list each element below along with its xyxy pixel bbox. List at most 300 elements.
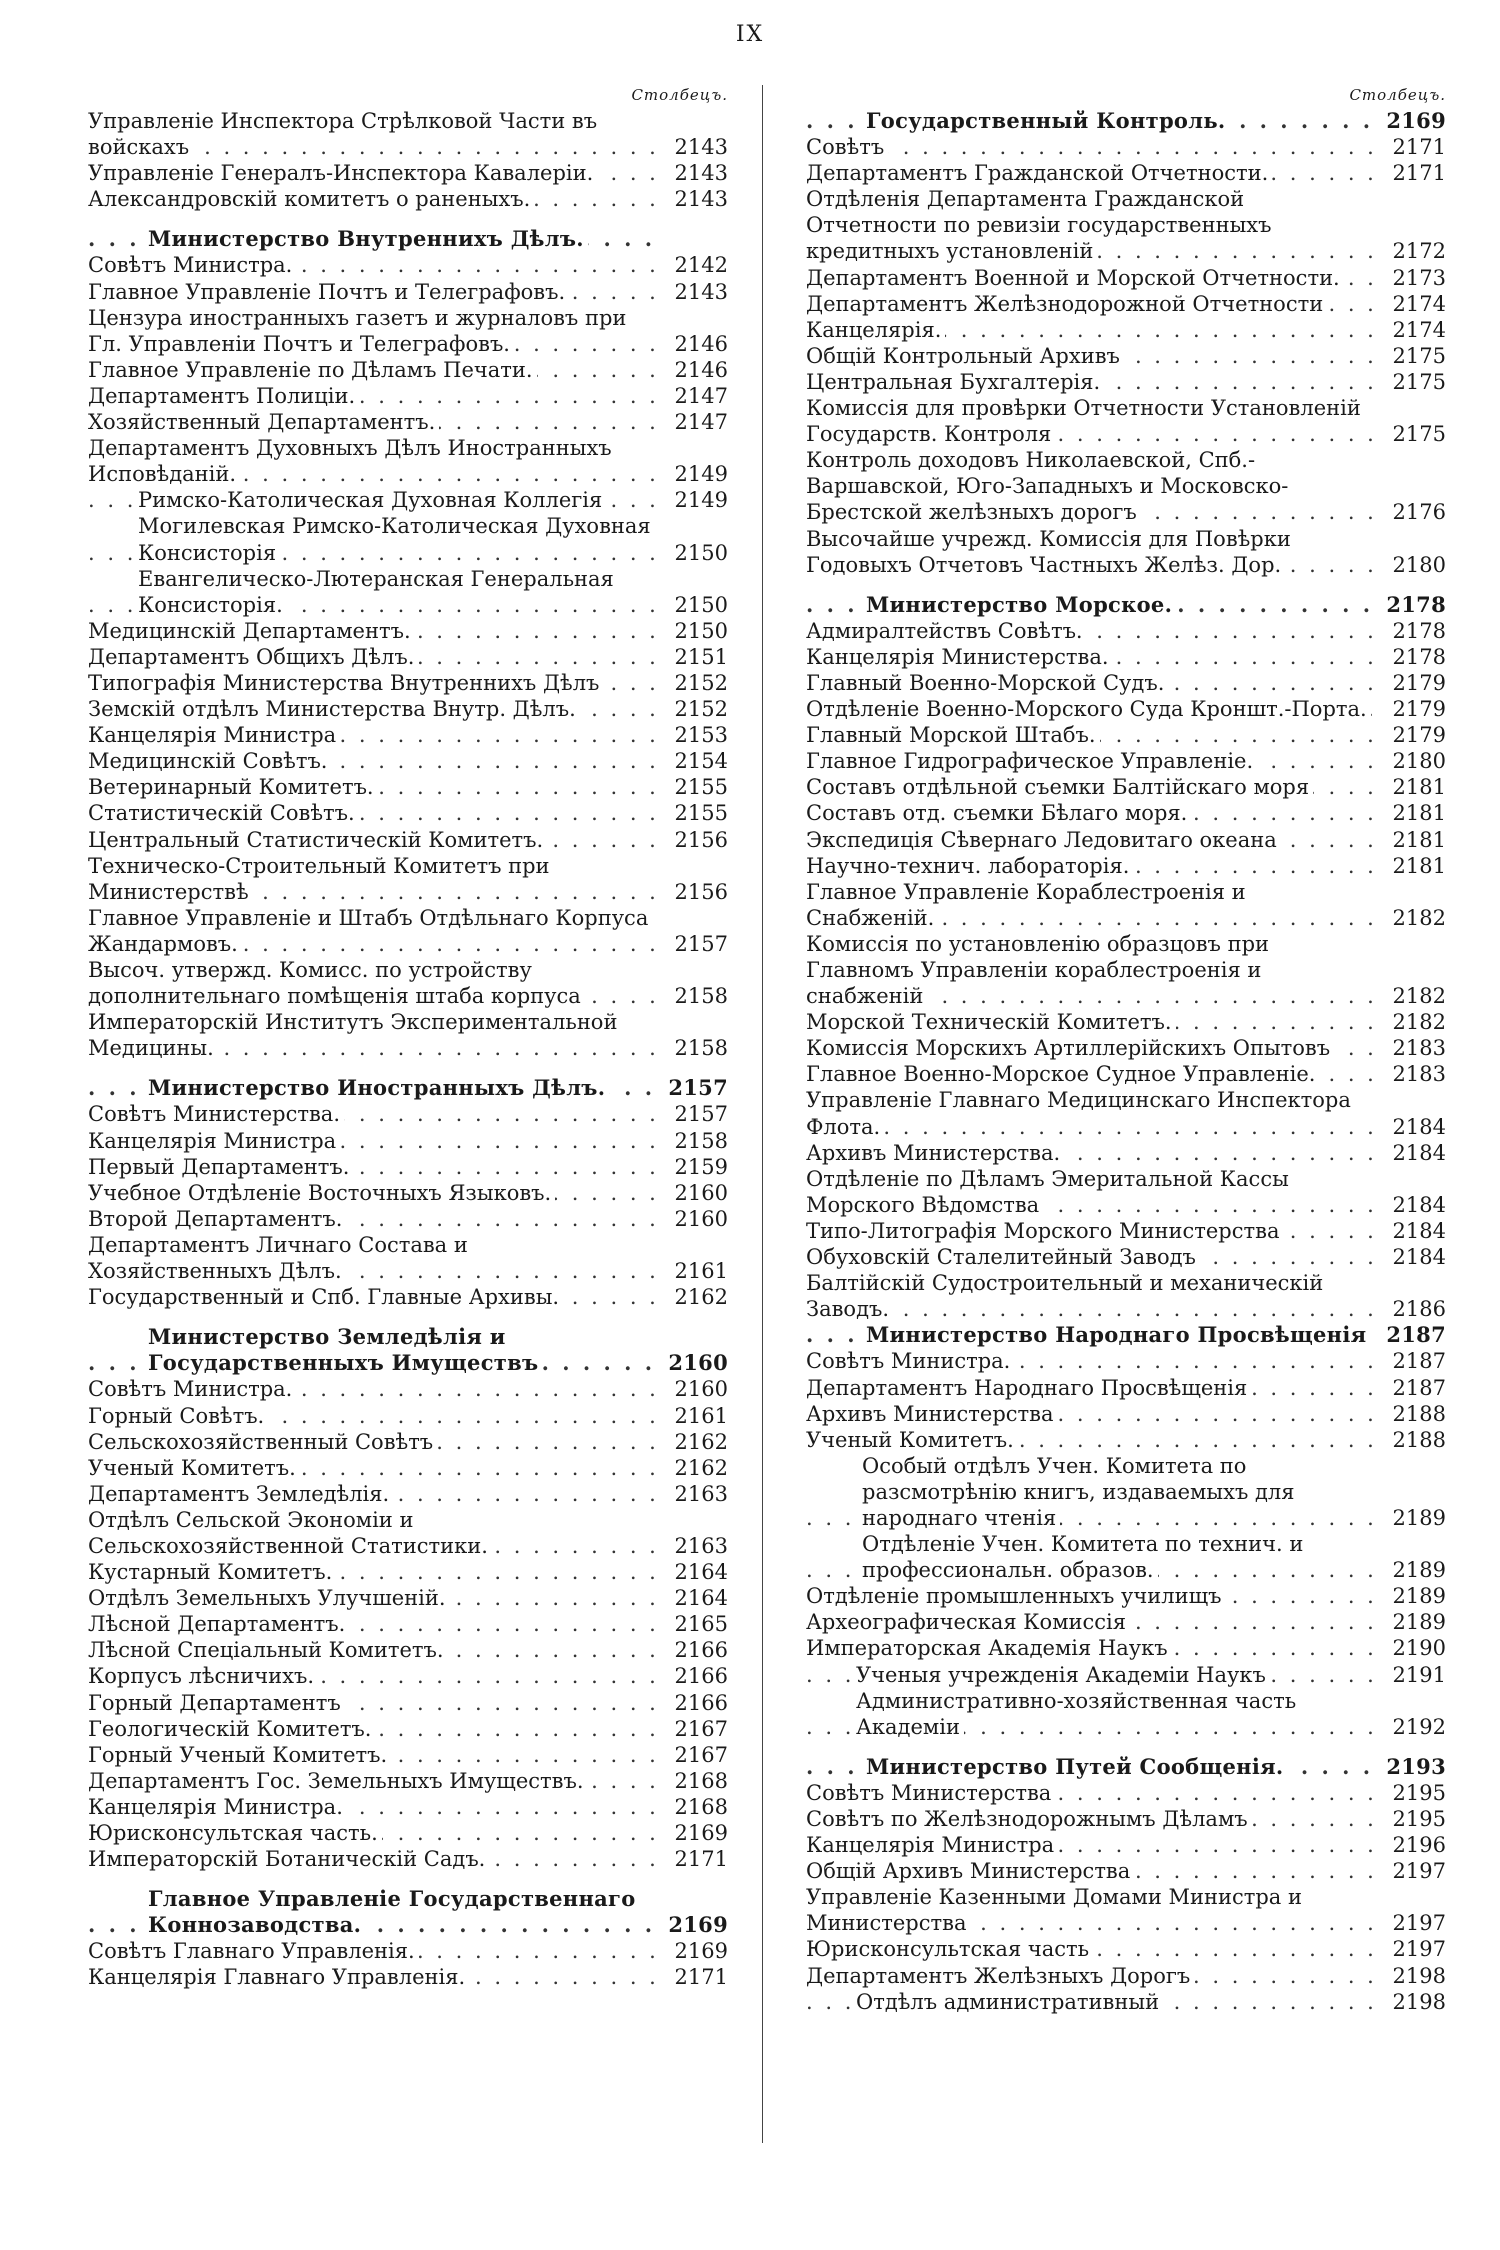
column-number: 2183 (1392, 1062, 1446, 1087)
column-header: Столбецъ. (1349, 86, 1446, 104)
entry-name (88, 1559, 656, 1585)
entry-name (806, 369, 1374, 395)
entry-name-text: Министерство Земледѣлія и Государственныхъ Имуществъ (148, 1324, 542, 1375)
entry-name-text: Императорская Академія Наукъ (806, 1636, 1172, 1660)
column-number: 2162 (674, 1455, 728, 1480)
entry-name (806, 1662, 1374, 1688)
column-number: 2143 (674, 279, 728, 304)
entry-name-text: Общій Контрольный Архивъ (806, 344, 1124, 368)
index-entry (806, 1348, 1446, 1374)
column-number: 2178 (1392, 644, 1446, 669)
entry-name (88, 905, 656, 957)
entry-name (806, 317, 1374, 343)
entry-name (88, 160, 656, 186)
section-heading (806, 592, 1446, 618)
index-entry (806, 1140, 1446, 1166)
entry-name (806, 1531, 1374, 1583)
index-entry (806, 1244, 1446, 1270)
entry-name-text: Медицинскій Департаментъ. (88, 619, 415, 643)
entry-name (88, 1128, 656, 1154)
entry-name (88, 1794, 656, 1820)
entry-name-text: Первый Департаментъ. (88, 1155, 353, 1179)
entry-name (88, 1284, 656, 1310)
entry-name-text: Общій Архивъ Министерства (806, 1859, 1134, 1883)
entry-name (88, 1324, 656, 1376)
column-number: 2189 (1392, 1584, 1446, 1609)
column-number: 2179 (1392, 723, 1446, 748)
entry-name (88, 1429, 656, 1455)
entry-name (88, 644, 656, 670)
entry-name-text: Обуховскій Сталелитейный Заводъ (806, 1245, 1200, 1269)
column-number: 2160 (674, 1206, 728, 1231)
entry-name-text: Департаментъ Общихъ Дѣлъ. (88, 645, 418, 669)
index-entry (88, 1938, 728, 1964)
index-entry (88, 1794, 728, 1820)
index-entry (806, 160, 1446, 186)
section-heading (806, 1322, 1446, 1348)
entry-name (806, 1087, 1374, 1139)
entry-name (806, 800, 1374, 826)
entry-name (88, 1075, 656, 1101)
column-number: 2161 (674, 1403, 728, 1428)
index-entry (806, 748, 1446, 774)
column-number: 2167 (674, 1716, 728, 1741)
column-number: 2171 (1392, 135, 1446, 160)
entry-name (806, 879, 1374, 931)
entry-name (88, 1663, 656, 1689)
entry-name (806, 618, 1374, 644)
entry-name (88, 618, 656, 644)
index-entry (806, 1401, 1446, 1427)
column-number: 2166 (674, 1638, 728, 1663)
column-number: 2180 (1392, 552, 1446, 577)
section-heading (88, 1324, 728, 1376)
index-entry (88, 409, 728, 435)
column-number: 2182 (1392, 905, 1446, 930)
column-number: 2150 (674, 618, 728, 643)
entry-name-text: Техническо-Строительный Комитетъ при Министерствѣ (88, 853, 550, 904)
index-subentry (88, 566, 728, 618)
entry-name-text: Контроль доходовъ Николаевской, Спб.-Варшавской, Юго-Западныхъ и Московско-Брестской желѣзныхъ дорогъ (806, 448, 1289, 525)
entry-name (88, 357, 656, 383)
column-number: 2181 (1392, 853, 1446, 878)
index-subentry (88, 487, 728, 513)
index-entry (806, 1635, 1446, 1661)
index-entry (88, 383, 728, 409)
column-number: 2187 (1386, 1322, 1446, 1348)
section-heading (806, 1754, 1446, 1780)
index-subentry (88, 513, 728, 565)
column-number: 2166 (674, 1664, 728, 1689)
column-number: 2171 (1392, 161, 1446, 186)
column-number: 2196 (1392, 1833, 1446, 1858)
entry-name-text: Департаментъ Народнаго Просвѣщенія (806, 1376, 1251, 1400)
entry-name-text: Государственный Контроль. (866, 108, 1230, 133)
column-number: 2164 (674, 1586, 728, 1611)
column-number: 2160 (674, 1180, 728, 1205)
left-column (88, 82, 728, 1991)
entry-name-text: Учебное Отдѣленіе Восточныхъ Языковъ. (88, 1181, 555, 1205)
entry-name-text: Типо-Литографія Морского Министерства (806, 1219, 1283, 1243)
index-entry (806, 1061, 1446, 1087)
index-entry (88, 186, 728, 212)
entry-name-text: Отдѣлъ Земельныхъ Улучшеній. (88, 1586, 450, 1610)
entry-name (88, 1206, 656, 1232)
entry-name-text: Совѣтъ (806, 135, 888, 159)
index-entry (88, 1820, 728, 1846)
column-number: 2172 (1392, 239, 1446, 264)
entry-name-text: Главное Военно-Морское Судное Управленіе. (806, 1062, 1319, 1086)
entry-name-text: Ученыя учрежденія Академіи Наукъ (856, 1663, 1270, 1687)
index-entry (88, 1009, 728, 1061)
entry-name-text: Высочайше учрежд. Комиссія для Повѣрки Годовыхъ Отчетовъ Частныхъ Желѣз. Дор. (806, 526, 1291, 577)
page-number: IX (735, 22, 765, 47)
index-entry (806, 722, 1446, 748)
entry-name-text: Евангелическо-Лютеранская Генеральная Консисторія. (138, 566, 614, 617)
entry-name-text: Археографическая Комиссія (806, 1610, 1130, 1634)
entry-name (88, 957, 656, 1009)
column-number: 2161 (674, 1259, 728, 1284)
entry-name (806, 1754, 1374, 1780)
entry-name (806, 108, 1374, 134)
column-number: 2143 (674, 135, 728, 160)
column-number: 2179 (1392, 670, 1446, 695)
index-entry (88, 1481, 728, 1507)
index-entry (806, 670, 1446, 696)
entry-name (806, 1609, 1374, 1635)
index-subentry (806, 1989, 1446, 2015)
entry-name-text: Отдѣленіе Военно-Морского Суда Кроншт.-Порта. (806, 697, 1371, 721)
section-gap (88, 212, 728, 226)
column-number: 2197 (1392, 1911, 1446, 1936)
entry-name-text: Горный Департаментъ (88, 1691, 345, 1715)
entry-name-text: Составъ отд. съемки Бѣлаго моря. (806, 801, 1191, 825)
index-entry (806, 696, 1446, 722)
index-entry (88, 160, 728, 186)
index-entry (88, 722, 728, 748)
entry-name-text: Кустарный Комитетъ. (88, 1560, 336, 1584)
column-number: 2193 (1386, 1753, 1446, 1779)
entry-name-text: Канцелярія Министра (88, 723, 340, 747)
index-entry (88, 748, 728, 774)
entry-name-text: Ученый Комитетъ. (88, 1456, 300, 1480)
entry-name-text: Управленіе Генералъ-Инспектора Кавалеріи. (88, 161, 597, 185)
entry-name-text: Александровскій комитетъ о раненыхъ. (88, 187, 534, 211)
column-number: 2175 (1392, 422, 1446, 447)
entry-name (88, 1507, 656, 1559)
entry-name-text: Совѣтъ Главнаго Управленія. (88, 1939, 419, 1963)
entry-name (88, 1376, 656, 1402)
column-number: 2158 (674, 1128, 728, 1153)
column-number: 2174 (1392, 291, 1446, 316)
index-entry (88, 905, 728, 957)
column-number: 2143 (674, 161, 728, 186)
column-number: 2157 (674, 1102, 728, 1127)
index-entry (806, 1166, 1446, 1218)
index-entry (806, 186, 1446, 264)
entry-name-text: Составъ отдѣльной съемки Балтійскаго моря (806, 775, 1313, 799)
column-number: 2188 (1392, 1401, 1446, 1426)
column-number: 2197 (1392, 1937, 1446, 1962)
index-subentry (806, 1453, 1446, 1531)
column-number: 2163 (674, 1481, 728, 1506)
entry-name-text: Типографія Министерства Внутреннихъ Дѣлъ (88, 671, 603, 695)
column-number: 2151 (674, 644, 728, 669)
entry-name-text: Департаментъ Полиціи. (88, 384, 359, 408)
entry-name-text: Императорскій Ботаническій Садъ. (88, 1847, 489, 1871)
entry-name (88, 566, 656, 618)
entry-name-text: Адмиралтействъ Совѣтъ. (806, 619, 1087, 643)
entry-name (806, 1806, 1374, 1832)
column-number: 2142 (674, 253, 728, 278)
entry-name (806, 696, 1374, 722)
column-divider (762, 85, 763, 2143)
entry-name (806, 1832, 1374, 1858)
index-entry (806, 827, 1446, 853)
left-entry-list (88, 108, 728, 1991)
column-number: 2160 (674, 1377, 728, 1402)
entry-name-text: Департаментъ Гражданской Отчетности. (806, 161, 1272, 185)
column-number: 2167 (674, 1742, 728, 1767)
entry-name-text: Комиссія по установленію образцовъ при Главномъ Управленіи кораблестроенія и снабженій (806, 931, 1270, 1009)
entry-name (806, 1453, 1374, 1531)
index-entry (88, 1403, 728, 1429)
column-number: 2163 (674, 1533, 728, 1558)
index-entry (806, 1087, 1446, 1139)
column-number: 2175 (1392, 369, 1446, 394)
entry-name (806, 1963, 1374, 1989)
column-number: 2146 (674, 357, 728, 382)
section-heading (806, 108, 1446, 134)
entry-name (88, 186, 656, 212)
column-number: 2147 (674, 383, 728, 408)
index-entry (88, 1284, 728, 1310)
index-entry (88, 357, 728, 383)
index-entry (88, 827, 728, 853)
column-number: 2153 (674, 723, 728, 748)
entry-name-text: Римско-Католическая Духовная Коллегія (138, 488, 606, 512)
entry-name (88, 435, 656, 487)
column-number: 2169 (668, 1912, 728, 1938)
index-entry (88, 1690, 728, 1716)
entry-name-text: Канцелярія Министра (88, 1129, 340, 1153)
index-entry (88, 279, 728, 305)
column-number: 2195 (1392, 1807, 1446, 1831)
column-number: 2143 (674, 187, 728, 212)
column-number: 2176 (1392, 500, 1446, 525)
column-number: 2184 (1392, 1218, 1446, 1243)
section-gap (88, 1061, 728, 1075)
index-entry (88, 1716, 728, 1742)
entry-name-text: Главный Морской Штабъ. (806, 723, 1100, 747)
entry-name-text: Министерство Народнаго Просвѣщенія (866, 1322, 1370, 1347)
index-entry (88, 853, 728, 905)
column-number: 2198 (1392, 1989, 1446, 2014)
index-entry (88, 1663, 728, 1689)
entry-name-text: Горный Совѣтъ. (88, 1404, 268, 1428)
column-number: 2159 (674, 1154, 728, 1179)
column-number: 2171 (674, 1965, 728, 1990)
column-number: 2149 (674, 462, 728, 487)
entry-name-text: Министерство Морское. (866, 592, 1176, 617)
entry-name-text: Главное Гидрографическое Управленіе. (806, 749, 1257, 773)
entry-name-text: Министерство Внутреннихъ Дѣлъ. (148, 226, 588, 251)
entry-name (88, 853, 656, 905)
entry-name (806, 526, 1374, 578)
column-number: 2155 (674, 801, 728, 826)
entry-name-text: Морской Техническій Комитетъ. (806, 1010, 1176, 1034)
entry-name-text: Отдѣленіе по Дѣламъ Эмеритальной Кассы Морского Вѣдомства (806, 1166, 1289, 1217)
index-entry (88, 252, 728, 278)
entry-name-text: Совѣтъ Министра. (88, 1377, 296, 1401)
index-entry (806, 1375, 1446, 1401)
column-number: 2174 (1392, 317, 1446, 342)
entry-name (88, 1938, 656, 1964)
entry-name (88, 1154, 656, 1180)
entry-name (806, 1348, 1374, 1374)
entry-name-text: Сельскохозяйственный Совѣтъ (88, 1430, 437, 1454)
entry-name (806, 592, 1374, 618)
entry-name (88, 1180, 656, 1206)
entry-name (806, 722, 1374, 748)
index-entry (88, 1232, 728, 1284)
entry-name-text: Главное Управленіе Государственнаго Коннозаводства. (148, 1886, 636, 1938)
entry-name-text: Департаментъ Личнаго Состава и Хозяйственныхъ Дѣлъ. (88, 1232, 468, 1284)
column-number: 2181 (1392, 801, 1446, 826)
column-number: 2189 (1392, 1558, 1446, 1583)
column-number: 2152 (674, 697, 728, 722)
index-entry (806, 317, 1446, 343)
entry-name (806, 1218, 1374, 1244)
section-heading (88, 1075, 728, 1101)
entry-name (88, 800, 656, 826)
entry-name-text: Совѣтъ по Желѣзнодорожнымъ Дѣламъ (806, 1807, 1252, 1831)
section-gap (88, 1872, 728, 1886)
column-number: 2182 (1392, 1010, 1446, 1035)
index-entry (806, 291, 1446, 317)
column-number: 2184 (1392, 1140, 1446, 1165)
column-number: 2187 (1392, 1375, 1446, 1400)
column-number: 2157 (668, 1075, 728, 1101)
entry-name (806, 670, 1374, 696)
entry-name (88, 1846, 656, 1872)
index-entry (806, 1427, 1446, 1453)
entry-name (88, 722, 656, 748)
index-entry (806, 774, 1446, 800)
index-entry (88, 800, 728, 826)
entry-name (806, 395, 1374, 447)
entry-name (806, 1936, 1374, 1962)
entry-name-text: Канцелярія. (806, 318, 945, 342)
entry-name (88, 513, 656, 565)
entry-name-text: Архивъ Министерства (806, 1402, 1058, 1426)
entry-name-text: Особый отдѣлъ Учен. Комитета по разсмотрѣнію книгъ, издаваемыхъ для народнаго чтенія (862, 1453, 1295, 1530)
entry-name-text: Экспедиція Сѣвернаго Ледовитаго океана (806, 828, 1281, 852)
entry-name (88, 1690, 656, 1716)
entry-name-text: Министерство Путей Сообщенія. (866, 1754, 1288, 1779)
column-number: 2191 (1392, 1662, 1446, 1687)
entry-name-text: Канцелярія Главнаго Управленія. (88, 1965, 469, 1989)
entry-name (88, 1455, 656, 1481)
column-number: 2189 (1392, 1505, 1446, 1530)
column-number: 2150 (674, 592, 728, 617)
entry-name-text: Отдѣленіе Учен. Комитета по технич. и профессиональн. образов. (862, 1532, 1304, 1583)
index-entry (88, 108, 728, 160)
column-number: 2165 (674, 1612, 728, 1637)
column-number: 2178 (1392, 618, 1446, 643)
entry-name (806, 1166, 1374, 1218)
entry-name-text: Корпусъ лѣсничихъ. (88, 1664, 318, 1688)
entry-name-text: Департаментъ Желѣзныхъ Дорогъ (806, 1964, 1194, 1988)
column-number: 2152 (674, 670, 728, 695)
entry-name (806, 1009, 1374, 1035)
entry-name (88, 108, 656, 160)
index-subentry (806, 1531, 1446, 1583)
column-number: 2156 (674, 879, 728, 904)
column-number: 2166 (674, 1690, 728, 1715)
index-entry (88, 1101, 728, 1127)
entry-name (806, 1688, 1374, 1740)
entry-name (88, 305, 656, 357)
section-gap (806, 578, 1446, 592)
index-entry (88, 305, 728, 357)
entry-name-text: Административно-хозяйственная часть Академіи (856, 1688, 1297, 1739)
index-entry (88, 1455, 728, 1481)
entry-name-text: Медицинскій Совѣтъ. (88, 749, 331, 773)
entry-name-text: Управленіе Инспектора Стрѣлковой Части въ войскахъ (88, 109, 598, 160)
entry-name (806, 1244, 1374, 1270)
column-number: 2169 (674, 1939, 728, 1964)
entry-name (88, 827, 656, 853)
entry-name-text: Министерство Иностранныхъ Дѣлъ. (148, 1075, 609, 1100)
entry-name (806, 1989, 1374, 2015)
column-number: 2184 (1392, 1192, 1446, 1217)
entry-name-text: Земскій отдѣлъ Министерства Внутр. Дѣлъ. (88, 697, 580, 721)
index-entry (806, 1806, 1446, 1832)
entry-name-text: Совѣтъ Министерства (806, 1781, 1055, 1805)
column-number: 2190 (1392, 1636, 1446, 1661)
entry-name-text: Комиссія Морскихъ Артиллерійскихъ Опытовъ (806, 1036, 1334, 1060)
entry-name (88, 1232, 656, 1284)
column-number: 2154 (674, 749, 728, 774)
column-number: 2195 (1392, 1780, 1446, 1805)
entry-name (88, 1964, 656, 1990)
right-entry-list (806, 108, 1446, 2015)
entry-name (88, 1742, 656, 1768)
index-entry (88, 435, 728, 487)
entry-name-text: Совѣтъ Министерства. (88, 1102, 344, 1126)
column-number: 2189 (1392, 1610, 1446, 1635)
entry-name (88, 252, 656, 278)
column-number: 2160 (668, 1350, 728, 1376)
entry-name (88, 1820, 656, 1846)
entry-name-text: Второй Департаментъ. (88, 1207, 346, 1231)
entry-name-text: Ветеринарный Комитетъ. (88, 775, 378, 799)
entry-name (806, 1322, 1374, 1348)
entry-name-text: Главное Управленіе Почтъ и Телеграфовъ. (88, 280, 569, 304)
section-gap (88, 1310, 728, 1324)
entry-name-text: Лѣсной Департаментъ. (88, 1612, 349, 1636)
index-subentry (806, 1688, 1446, 1740)
column-number: 2169 (674, 1821, 728, 1845)
entry-name-text: Государственный и Спб. Главные Архивы. (88, 1285, 563, 1309)
index-entry (806, 369, 1446, 395)
section-heading (88, 226, 728, 252)
index-entry (806, 1780, 1446, 1806)
column-header: Столбецъ. (631, 86, 728, 104)
column-number: 2168 (674, 1794, 728, 1819)
index-entry (806, 800, 1446, 826)
